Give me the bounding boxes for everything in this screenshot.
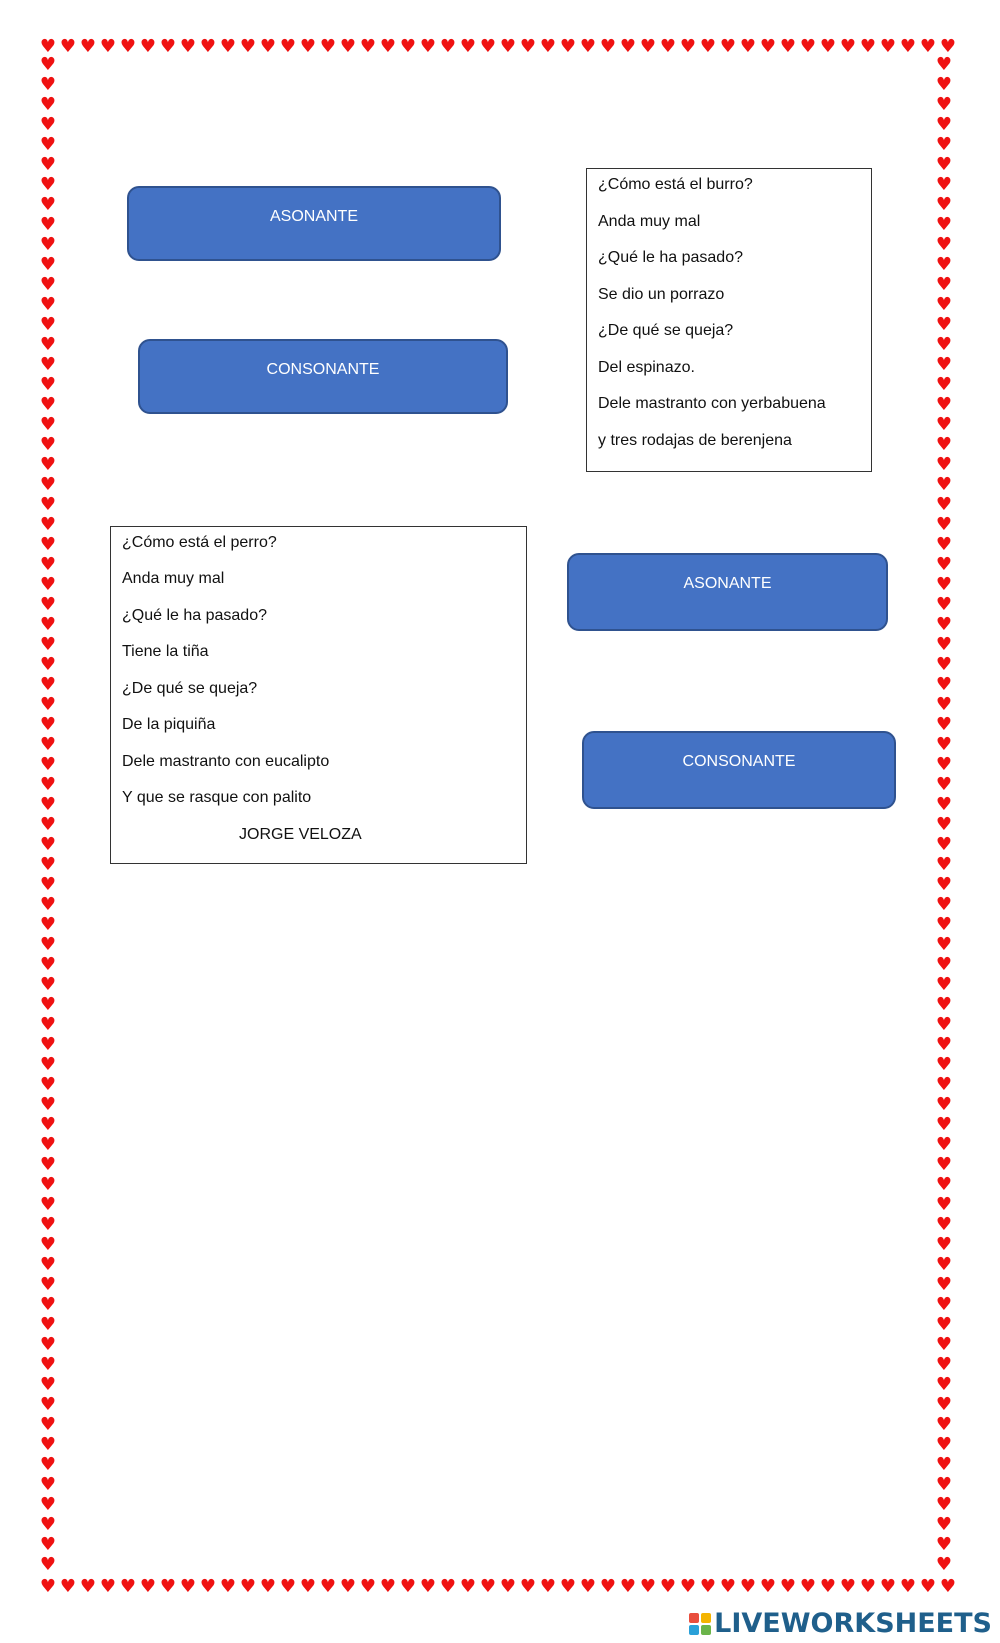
heart-icon: ♥: [935, 994, 953, 1015]
heart-icon: ♥: [935, 1274, 953, 1295]
heart-icon: ♥: [39, 494, 57, 515]
heart-icon: ♥: [839, 36, 857, 57]
liveworksheets-logo-icon: [689, 1613, 711, 1635]
heart-icon: ♥: [935, 1374, 953, 1395]
heart-icon: ♥: [199, 1576, 217, 1597]
heart-icon: ♥: [439, 1576, 457, 1597]
heart-border-right: [933, 56, 955, 1576]
poem-line: ¿Qué le ha pasado?: [598, 249, 743, 266]
heart-icon: ♥: [39, 1534, 57, 1555]
heart-icon: ♥: [39, 1274, 57, 1295]
heart-icon: ♥: [139, 1576, 157, 1597]
heart-icon: ♥: [39, 1134, 57, 1155]
heart-icon: ♥: [39, 1354, 57, 1375]
heart-icon: ♥: [935, 254, 953, 275]
heart-icon: ♥: [935, 814, 953, 835]
heart-icon: ♥: [935, 634, 953, 655]
heart-icon: ♥: [359, 1576, 377, 1597]
poem-line: Tiene la tiña: [122, 643, 209, 660]
poem-line: y tres rodajas de berenjena: [598, 432, 792, 449]
heart-icon: ♥: [935, 314, 953, 335]
heart-icon: ♥: [39, 74, 57, 95]
heart-icon: ♥: [39, 194, 57, 215]
heart-icon: ♥: [539, 36, 557, 57]
heart-icon: ♥: [39, 134, 57, 155]
asonante-button-top[interactable]: ASONANTE: [127, 186, 501, 261]
heart-icon: ♥: [659, 1576, 677, 1597]
poem-line: Se dio un porrazo: [598, 286, 725, 303]
heart-icon: ♥: [39, 1554, 57, 1575]
heart-icon: ♥: [935, 614, 953, 635]
heart-icon: ♥: [499, 1576, 517, 1597]
heart-icon: ♥: [339, 1576, 357, 1597]
poem-box-burro: [586, 168, 872, 472]
heart-icon: ♥: [919, 36, 937, 57]
heart-icon: ♥: [219, 1576, 237, 1597]
heart-icon: ♥: [759, 1576, 777, 1597]
heart-icon: ♥: [935, 174, 953, 195]
heart-icon: ♥: [599, 1576, 617, 1597]
heart-icon: ♥: [39, 154, 57, 175]
heart-icon: ♥: [539, 1576, 557, 1597]
heart-icon: ♥: [619, 1576, 637, 1597]
heart-icon: ♥: [39, 514, 57, 535]
heart-icon: ♥: [39, 1234, 57, 1255]
heart-icon: ♥: [119, 36, 137, 57]
heart-icon: ♥: [859, 36, 877, 57]
heart-icon: ♥: [935, 1154, 953, 1175]
heart-icon: ♥: [935, 1294, 953, 1315]
heart-icon: ♥: [439, 36, 457, 57]
heart-icon: ♥: [919, 1576, 937, 1597]
heart-icon: ♥: [935, 394, 953, 415]
heart-icon: ♥: [935, 534, 953, 555]
heart-icon: ♥: [935, 574, 953, 595]
heart-icon: ♥: [935, 774, 953, 795]
heart-icon: ♥: [935, 134, 953, 155]
heart-icon: ♥: [39, 254, 57, 275]
heart-icon: ♥: [935, 474, 953, 495]
heart-icon: ♥: [935, 934, 953, 955]
heart-icon: ♥: [699, 1576, 717, 1597]
heart-icon: ♥: [935, 874, 953, 895]
heart-icon: ♥: [759, 36, 777, 57]
heart-icon: ♥: [659, 36, 677, 57]
heart-icon: ♥: [39, 914, 57, 935]
heart-icon: ♥: [935, 274, 953, 295]
heart-icon: ♥: [39, 274, 57, 295]
poem-line: ¿Cómo está el burro?: [598, 176, 753, 193]
heart-icon: ♥: [899, 1576, 917, 1597]
heart-icon: ♥: [519, 36, 537, 57]
heart-icon: ♥: [319, 1576, 337, 1597]
heart-icon: ♥: [935, 914, 953, 935]
heart-icon: ♥: [39, 654, 57, 675]
heart-icon: ♥: [935, 954, 953, 975]
heart-icon: ♥: [935, 1174, 953, 1195]
heart-icon: ♥: [39, 1414, 57, 1435]
heart-icon: ♥: [935, 1334, 953, 1355]
heart-icon: ♥: [935, 734, 953, 755]
heart-icon: ♥: [39, 634, 57, 655]
heart-icon: ♥: [935, 1074, 953, 1095]
heart-icon: ♥: [379, 1576, 397, 1597]
poem-line: ¿Qué le ha pasado?: [122, 607, 267, 624]
heart-icon: ♥: [39, 1094, 57, 1115]
heart-icon: ♥: [935, 1014, 953, 1035]
heart-icon: ♥: [599, 36, 617, 57]
heart-icon: ♥: [39, 574, 57, 595]
heart-icon: ♥: [39, 554, 57, 575]
heart-icon: ♥: [639, 36, 657, 57]
heart-icon: ♥: [935, 1054, 953, 1075]
heart-icon: ♥: [39, 214, 57, 235]
heart-icon: ♥: [39, 94, 57, 115]
heart-icon: ♥: [39, 1054, 57, 1075]
heart-icon: ♥: [39, 1254, 57, 1275]
poem-line: Y que se rasque con palito: [122, 789, 312, 806]
heart-icon: ♥: [579, 36, 597, 57]
poem-line: Anda muy mal: [598, 213, 701, 230]
heart-icon: ♥: [559, 1576, 577, 1597]
heart-icon: ♥: [379, 36, 397, 57]
heart-icon: ♥: [39, 1214, 57, 1235]
poem-line: Anda muy mal: [122, 570, 225, 587]
heart-icon: ♥: [559, 36, 577, 57]
liveworksheets-logo: [689, 1608, 992, 1639]
heart-icon: ♥: [935, 674, 953, 695]
heart-icon: ♥: [39, 714, 57, 735]
heart-icon: ♥: [239, 36, 257, 57]
heart-icon: ♥: [179, 1576, 197, 1597]
heart-icon: ♥: [299, 1576, 317, 1597]
poem-box-perro: [110, 526, 527, 864]
poem-line: Del espinazo.: [598, 359, 695, 376]
heart-icon: ♥: [935, 74, 953, 95]
heart-icon: ♥: [39, 36, 57, 57]
heart-icon: ♥: [39, 674, 57, 695]
asonante-button-bottom[interactable]: ASONANTE: [567, 553, 888, 631]
heart-icon: ♥: [39, 774, 57, 795]
heart-icon: ♥: [679, 36, 697, 57]
poem-line: ¿Cómo está el perro?: [122, 534, 277, 551]
consonante-button-top[interactable]: CONSONANTE: [138, 339, 508, 414]
heart-icon: ♥: [39, 474, 57, 495]
heart-icon: ♥: [259, 1576, 277, 1597]
heart-icon: ♥: [39, 894, 57, 915]
heart-icon: ♥: [935, 494, 953, 515]
heart-icon: ♥: [39, 1174, 57, 1195]
heart-icon: ♥: [739, 36, 757, 57]
heart-icon: ♥: [935, 1474, 953, 1495]
heart-icon: ♥: [39, 1494, 57, 1515]
heart-icon: ♥: [935, 114, 953, 135]
heart-icon: ♥: [299, 36, 317, 57]
heart-icon: ♥: [39, 994, 57, 1015]
heart-border-bottom: [38, 1576, 958, 1598]
heart-icon: ♥: [579, 1576, 597, 1597]
heart-icon: ♥: [39, 1514, 57, 1535]
heart-icon: ♥: [39, 874, 57, 895]
heart-icon: ♥: [39, 354, 57, 375]
heart-icon: ♥: [39, 954, 57, 975]
heart-icon: ♥: [39, 734, 57, 755]
heart-icon: ♥: [935, 234, 953, 255]
heart-icon: ♥: [935, 154, 953, 175]
poem-line: ¿De qué se queja?: [122, 680, 258, 697]
heart-icon: ♥: [739, 1576, 757, 1597]
heart-icon: ♥: [935, 1134, 953, 1155]
heart-icon: ♥: [819, 36, 837, 57]
heart-icon: ♥: [39, 1454, 57, 1475]
heart-icon: ♥: [39, 534, 57, 555]
heart-icon: ♥: [779, 1576, 797, 1597]
heart-icon: ♥: [459, 1576, 477, 1597]
heart-icon: ♥: [39, 234, 57, 255]
heart-icon: ♥: [459, 36, 477, 57]
heart-icon: ♥: [39, 1154, 57, 1175]
heart-icon: ♥: [935, 894, 953, 915]
heart-icon: ♥: [935, 1254, 953, 1275]
heart-icon: ♥: [59, 1576, 77, 1597]
heart-icon: ♥: [935, 1114, 953, 1135]
heart-icon: ♥: [935, 1434, 953, 1455]
heart-icon: ♥: [39, 1194, 57, 1215]
heart-icon: ♥: [239, 1576, 257, 1597]
heart-icon: ♥: [935, 1034, 953, 1055]
heart-icon: ♥: [39, 294, 57, 315]
poem-line: Dele mastranto con yerbabuena: [598, 395, 826, 412]
heart-icon: ♥: [39, 174, 57, 195]
heart-icon: ♥: [159, 36, 177, 57]
heart-icon: ♥: [39, 614, 57, 635]
heart-icon: ♥: [799, 36, 817, 57]
heart-icon: ♥: [935, 334, 953, 355]
heart-icon: ♥: [39, 1474, 57, 1495]
poem-line: ¿De qué se queja?: [598, 322, 734, 339]
heart-icon: ♥: [935, 694, 953, 715]
heart-icon: ♥: [935, 1214, 953, 1235]
heart-icon: ♥: [839, 1576, 857, 1597]
heart-icon: ♥: [935, 1314, 953, 1335]
heart-icon: ♥: [119, 1576, 137, 1597]
heart-icon: ♥: [479, 36, 497, 57]
heart-icon: ♥: [79, 36, 97, 57]
heart-icon: ♥: [719, 36, 737, 57]
heart-icon: ♥: [935, 1194, 953, 1215]
heart-icon: ♥: [719, 1576, 737, 1597]
heart-icon: ♥: [139, 36, 157, 57]
heart-icon: ♥: [619, 36, 637, 57]
heart-icon: ♥: [935, 294, 953, 315]
heart-icon: ♥: [935, 834, 953, 855]
heart-icon: ♥: [935, 1394, 953, 1415]
liveworksheets-logo-text: LIVEWORKSHEETS: [714, 1608, 992, 1639]
heart-icon: ♥: [479, 1576, 497, 1597]
heart-icon: ♥: [699, 36, 717, 57]
heart-icon: ♥: [935, 514, 953, 535]
heart-icon: ♥: [935, 1514, 953, 1535]
heart-icon: ♥: [935, 94, 953, 115]
heart-icon: ♥: [39, 694, 57, 715]
heart-icon: ♥: [39, 374, 57, 395]
heart-icon: ♥: [799, 1576, 817, 1597]
heart-border-left: [37, 56, 59, 1576]
heart-icon: ♥: [39, 334, 57, 355]
heart-icon: ♥: [279, 36, 297, 57]
heart-icon: ♥: [39, 1334, 57, 1355]
heart-icon: ♥: [879, 36, 897, 57]
heart-icon: ♥: [39, 56, 57, 75]
heart-icon: ♥: [419, 36, 437, 57]
heart-icon: ♥: [39, 1394, 57, 1415]
heart-icon: ♥: [279, 1576, 297, 1597]
heart-icon: ♥: [59, 36, 77, 57]
heart-icon: ♥: [39, 854, 57, 875]
heart-icon: ♥: [99, 1576, 117, 1597]
heart-icon: ♥: [39, 1374, 57, 1395]
heart-icon: ♥: [859, 1576, 877, 1597]
heart-icon: ♥: [39, 1114, 57, 1135]
heart-icon: ♥: [935, 854, 953, 875]
heart-icon: ♥: [39, 434, 57, 455]
heart-icon: ♥: [99, 36, 117, 57]
heart-icon: ♥: [939, 1576, 957, 1597]
heart-icon: ♥: [935, 214, 953, 235]
heart-icon: ♥: [39, 1074, 57, 1095]
heart-icon: ♥: [935, 554, 953, 575]
heart-icon: ♥: [359, 36, 377, 57]
heart-icon: ♥: [39, 1034, 57, 1055]
heart-icon: ♥: [39, 834, 57, 855]
heart-icon: ♥: [935, 794, 953, 815]
heart-icon: ♥: [399, 36, 417, 57]
heart-icon: ♥: [935, 1094, 953, 1115]
heart-icon: ♥: [39, 1576, 57, 1597]
heart-icon: ♥: [39, 414, 57, 435]
heart-icon: ♥: [935, 1234, 953, 1255]
heart-icon: ♥: [39, 1434, 57, 1455]
heart-icon: ♥: [39, 934, 57, 955]
heart-icon: ♥: [199, 36, 217, 57]
consonante-button-bottom[interactable]: CONSONANTE: [582, 731, 896, 809]
poem-line: Dele mastranto con eucalipto: [122, 753, 330, 770]
heart-icon: ♥: [935, 374, 953, 395]
heart-icon: ♥: [39, 974, 57, 995]
heart-icon: ♥: [935, 1494, 953, 1515]
heart-icon: ♥: [935, 1554, 953, 1575]
heart-icon: ♥: [39, 1314, 57, 1335]
heart-icon: ♥: [935, 754, 953, 775]
heart-icon: ♥: [779, 36, 797, 57]
heart-icon: ♥: [879, 1576, 897, 1597]
heart-border-top: [38, 36, 958, 58]
heart-icon: ♥: [79, 1576, 97, 1597]
heart-icon: ♥: [935, 194, 953, 215]
heart-icon: ♥: [935, 1414, 953, 1435]
heart-icon: ♥: [935, 594, 953, 615]
heart-icon: ♥: [39, 454, 57, 475]
heart-icon: ♥: [935, 454, 953, 475]
heart-icon: ♥: [519, 1576, 537, 1597]
heart-icon: ♥: [339, 36, 357, 57]
heart-icon: ♥: [899, 36, 917, 57]
heart-icon: ♥: [935, 414, 953, 435]
heart-icon: ♥: [935, 1534, 953, 1555]
heart-icon: ♥: [679, 1576, 697, 1597]
poem-author: JORGE VELOZA: [239, 826, 362, 843]
heart-icon: ♥: [39, 1014, 57, 1035]
heart-icon: ♥: [259, 36, 277, 57]
heart-icon: ♥: [935, 354, 953, 375]
heart-icon: ♥: [39, 814, 57, 835]
heart-icon: ♥: [419, 1576, 437, 1597]
heart-icon: ♥: [39, 114, 57, 135]
heart-icon: ♥: [935, 974, 953, 995]
heart-icon: ♥: [319, 36, 337, 57]
heart-icon: ♥: [219, 36, 237, 57]
heart-icon: ♥: [639, 1576, 657, 1597]
heart-icon: ♥: [39, 314, 57, 335]
heart-icon: ♥: [935, 56, 953, 75]
heart-icon: ♥: [935, 714, 953, 735]
heart-icon: ♥: [39, 594, 57, 615]
heart-icon: ♥: [935, 1354, 953, 1375]
heart-icon: ♥: [159, 1576, 177, 1597]
heart-icon: ♥: [39, 394, 57, 415]
heart-icon: ♥: [399, 1576, 417, 1597]
heart-icon: ♥: [39, 794, 57, 815]
heart-icon: ♥: [39, 754, 57, 775]
heart-icon: ♥: [39, 1294, 57, 1315]
heart-icon: ♥: [935, 654, 953, 675]
poem-line: De la piquiña: [122, 716, 216, 733]
heart-icon: ♥: [935, 1454, 953, 1475]
heart-icon: ♥: [939, 36, 957, 57]
heart-icon: ♥: [935, 434, 953, 455]
heart-icon: ♥: [179, 36, 197, 57]
heart-icon: ♥: [819, 1576, 837, 1597]
heart-icon: ♥: [499, 36, 517, 57]
